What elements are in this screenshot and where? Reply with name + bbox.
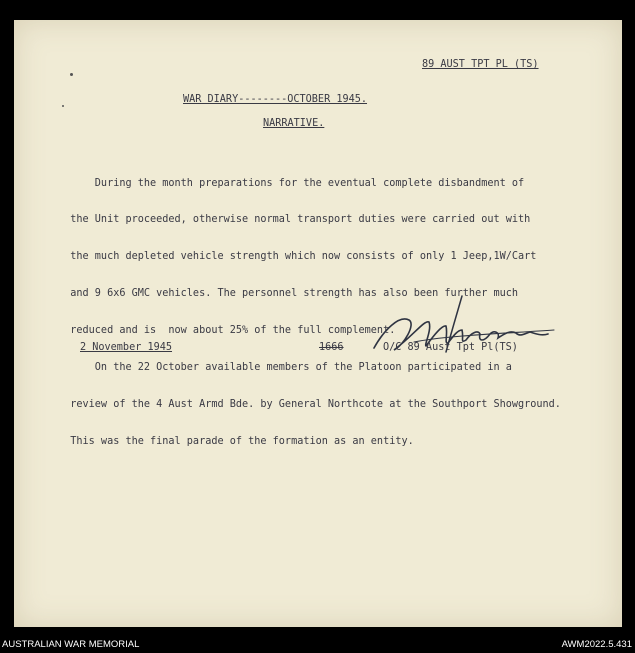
body-line: the much depleted vehicle strength which now consists of only 1 Jeep,1W/Cart bbox=[58, 251, 537, 263]
footer-accession-number: AWM2022.5.431 bbox=[561, 639, 632, 650]
document-date: 2 November 1945 bbox=[80, 342, 173, 353]
body-line: On the 22 October available members of the Platoon participated in a bbox=[58, 362, 512, 374]
body-line: and 9 6x6 GMC vehicles. The personnel strength has also been further much bbox=[58, 288, 519, 300]
unit-header: 89 AUST TPT PL (TS) bbox=[422, 59, 539, 70]
footer-institution: AUSTRALIAN WAR MEMORIAL bbox=[2, 639, 140, 650]
struck-reference-number: 1666 bbox=[319, 342, 344, 353]
document-page bbox=[14, 20, 622, 627]
punch-mark bbox=[62, 105, 64, 107]
signature-title: O/C 89 Aust Tpt Pl(TS) bbox=[383, 342, 518, 353]
body-line: the Unit proceeded, otherwise normal transport duties were carried out with bbox=[58, 214, 531, 226]
body-line: This was the final parade of the formation as an entity. bbox=[58, 435, 414, 447]
narrative-heading: NARRATIVE. bbox=[263, 118, 325, 129]
body-line: reduced and is now about 25% of the full complement. bbox=[58, 325, 396, 337]
punch-mark bbox=[70, 73, 73, 76]
body-line: During the month preparations for the eventual complete disbandment of bbox=[58, 177, 525, 189]
body-line: review of the 4 Aust Armd Bde. by General Northcote at the Southport Showground. bbox=[58, 398, 561, 410]
diary-title: WAR DIARY--------OCTOBER 1945. bbox=[183, 94, 368, 105]
